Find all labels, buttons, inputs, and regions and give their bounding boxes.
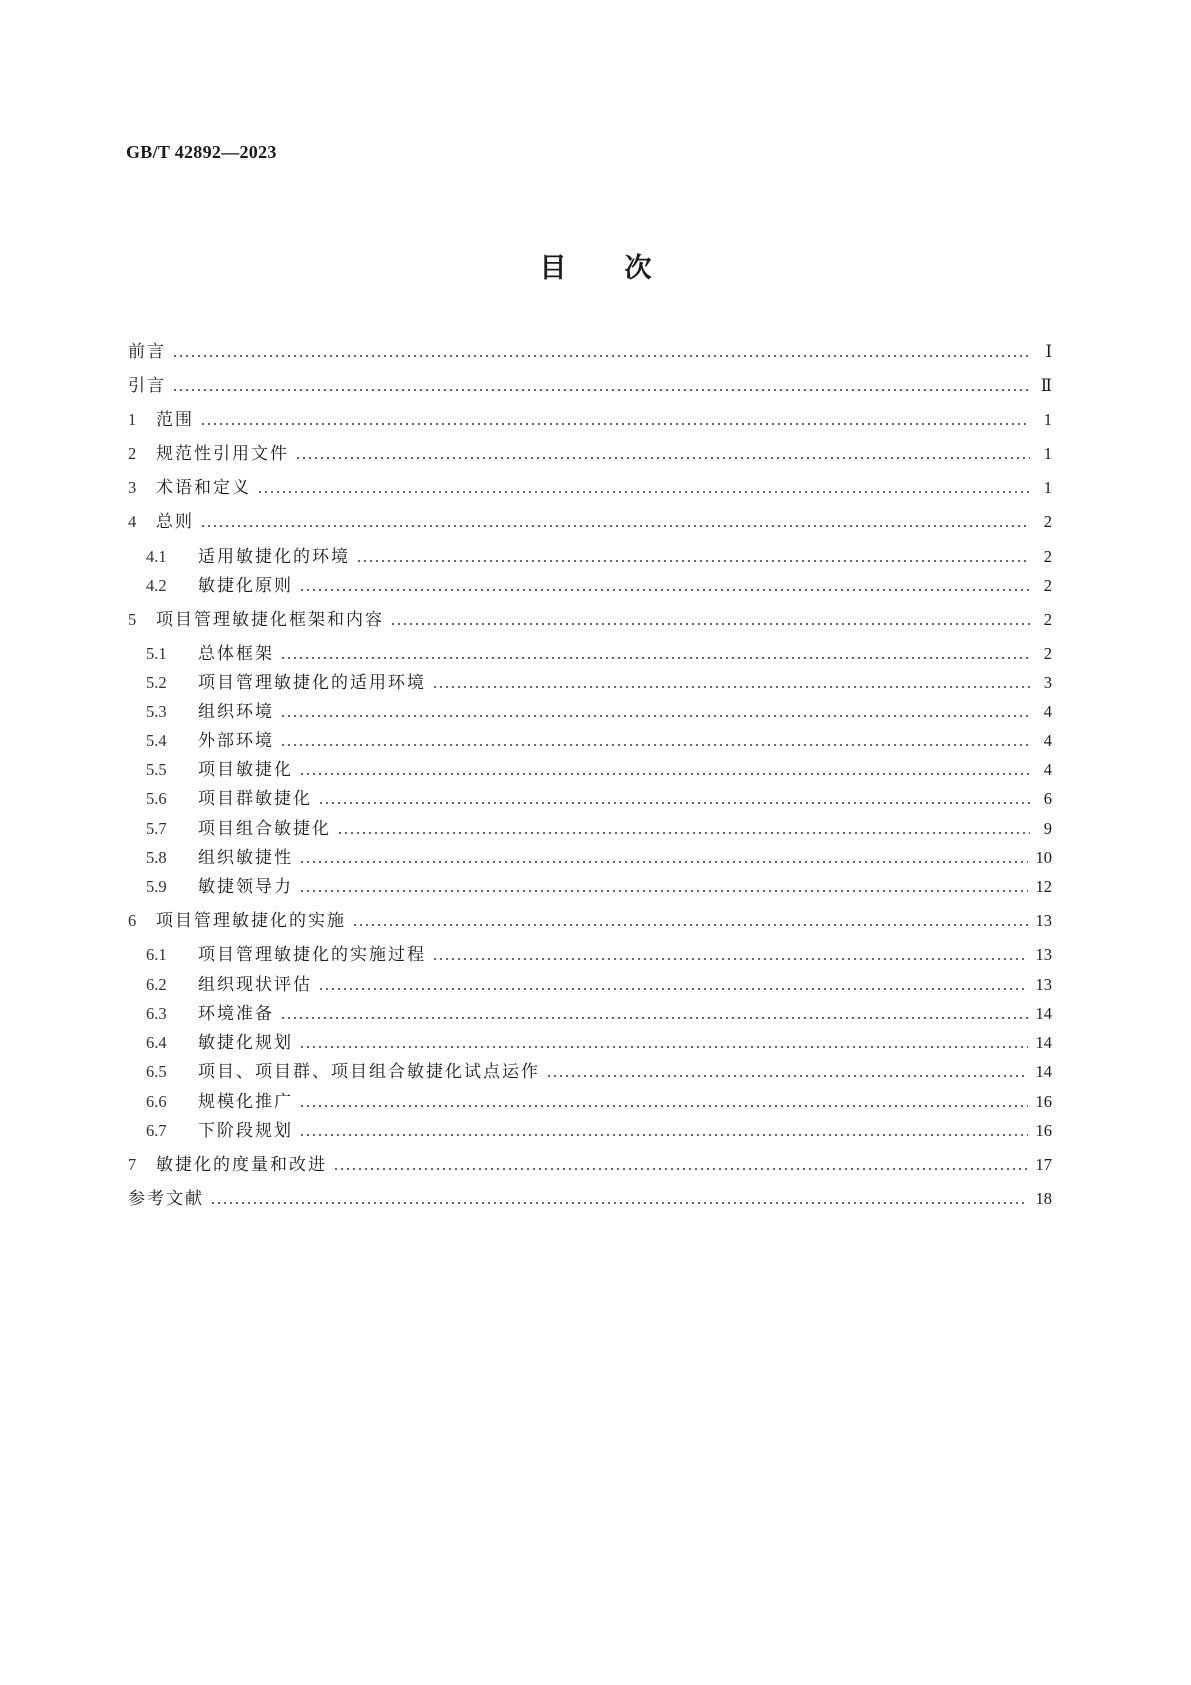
- toc-entry-label: 范围: [156, 410, 194, 430]
- toc-entry-number: 1: [128, 410, 137, 429]
- toc-entry-number: 3: [128, 478, 137, 497]
- toc-entry-page: 17: [1035, 1155, 1052, 1174]
- toc-entry[interactable]: [128, 510, 1052, 534]
- toc-entry-page: 2: [1043, 512, 1052, 531]
- toc-entry-number: 6.5: [146, 1062, 167, 1081]
- toc-entry-number: 6.1: [146, 945, 167, 964]
- toc-entry-number: 2: [128, 444, 137, 463]
- toc-entry-label: 项目群敏捷化: [198, 789, 312, 809]
- toc-entry-page: 18: [1035, 1189, 1052, 1208]
- toc-entry[interactable]: [146, 758, 1052, 782]
- toc-entry[interactable]: [146, 1031, 1052, 1055]
- toc-entry-label: 组织现状评估: [198, 975, 312, 995]
- toc-entry-page: 4: [1043, 760, 1052, 779]
- toc-entry[interactable]: [128, 1187, 1052, 1211]
- toc-entry[interactable]: [128, 1153, 1052, 1177]
- toc-entry[interactable]: [146, 671, 1052, 695]
- toc-entry-page: Ⅰ: [1045, 342, 1052, 361]
- toc-entry-label: 敏捷化原则: [198, 576, 293, 596]
- toc-entry[interactable]: [146, 1060, 1052, 1084]
- toc-entry-label: 总体框架: [198, 644, 274, 664]
- toc-entry-number: 7: [128, 1155, 137, 1174]
- dot-leader: [318, 802, 1030, 804]
- toc-entry[interactable]: [146, 574, 1052, 598]
- dot-leader: [432, 958, 1028, 960]
- toc-entry[interactable]: [146, 787, 1052, 811]
- toc-entry[interactable]: [146, 642, 1052, 666]
- toc-entry[interactable]: [146, 846, 1052, 870]
- toc-entry-label: 引言: [128, 376, 166, 396]
- toc-entry-label: 项目管理敏捷化的适用环境: [198, 673, 426, 693]
- dot-leader: [280, 715, 1030, 717]
- toc-entry-number: 6.7: [146, 1121, 167, 1140]
- toc-entry-number: 5.6: [146, 789, 167, 808]
- toc-entry-label: 参考文献: [128, 1189, 204, 1209]
- toc-entry[interactable]: [146, 943, 1052, 967]
- toc-entry-page: 2: [1043, 576, 1052, 595]
- toc-entry-label: 环境准备: [198, 1004, 274, 1024]
- toc-entry-number: 6.4: [146, 1033, 167, 1052]
- toc-entry-number: 4.2: [146, 576, 167, 595]
- dot-leader: [432, 686, 1030, 688]
- toc-entry[interactable]: [146, 973, 1052, 997]
- dot-leader: [295, 457, 1030, 459]
- toc-entry[interactable]: [128, 442, 1052, 466]
- toc-entry[interactable]: [146, 817, 1052, 841]
- dot-leader: [299, 861, 1028, 863]
- toc-entry-number: 5: [128, 610, 137, 629]
- toc-entry[interactable]: [146, 875, 1052, 899]
- toc-entry-label: 项目管理敏捷化的实施: [156, 911, 346, 931]
- toc-entry-page: 14: [1035, 1062, 1052, 1081]
- toc-entry-label: 敏捷化规划: [198, 1033, 293, 1053]
- toc-entry-label: 项目、项目群、项目组合敏捷化试点运作: [198, 1062, 540, 1082]
- dot-leader: [299, 589, 1030, 591]
- dot-leader: [299, 890, 1028, 892]
- toc-entry[interactable]: [128, 374, 1052, 398]
- toc-entry[interactable]: [128, 608, 1052, 632]
- standard-number: GB/T 42892—2023: [126, 142, 277, 162]
- toc-entry[interactable]: [128, 340, 1052, 364]
- toc-entry-page: 16: [1035, 1092, 1052, 1111]
- toc-entry-page: 13: [1035, 911, 1052, 930]
- toc-entry-page: 2: [1043, 644, 1052, 663]
- toc-entry-label: 前言: [128, 342, 166, 362]
- dot-leader: [318, 988, 1028, 990]
- toc-entry[interactable]: [128, 909, 1052, 933]
- toc-entry-label: 术语和定义: [156, 478, 251, 498]
- toc-entry-label: 项目组合敏捷化: [198, 819, 331, 839]
- dot-leader: [333, 1168, 1028, 1170]
- toc-entry[interactable]: [128, 476, 1052, 500]
- toc-entry-page: 3: [1043, 673, 1052, 692]
- dot-leader: [337, 832, 1030, 834]
- toc-entry[interactable]: [146, 545, 1052, 569]
- dot-leader: [299, 773, 1030, 775]
- toc-entry[interactable]: [146, 700, 1052, 724]
- toc-entry-label: 适用敏捷化的环境: [198, 547, 350, 567]
- dot-leader: [172, 389, 1030, 391]
- toc-entry-page: 16: [1035, 1121, 1052, 1140]
- toc-entry-page: 1: [1043, 478, 1052, 497]
- toc-entry-page: 9: [1043, 819, 1052, 838]
- toc-entry-label: 总则: [156, 512, 194, 532]
- toc-entry-page: 12: [1035, 877, 1052, 896]
- dot-leader: [299, 1134, 1028, 1136]
- dot-leader: [299, 1046, 1028, 1048]
- toc-entry-label: 外部环境: [198, 731, 274, 751]
- toc-entry-number: 5.5: [146, 760, 167, 779]
- dot-leader: [280, 657, 1030, 659]
- toc-entry-label: 敏捷领导力: [198, 877, 293, 897]
- toc-entry-page: 1: [1043, 444, 1052, 463]
- toc-entry-page: 10: [1035, 848, 1052, 867]
- toc-entry-page: 2: [1043, 610, 1052, 629]
- toc-entry[interactable]: [128, 408, 1052, 432]
- dot-leader: [200, 423, 1030, 425]
- dot-leader: [280, 1017, 1028, 1019]
- toc-entry-number: 5.8: [146, 848, 167, 867]
- toc-entry[interactable]: [146, 1090, 1052, 1114]
- dot-leader: [210, 1202, 1028, 1204]
- dot-leader: [257, 491, 1030, 493]
- page-title: 目次: [539, 253, 710, 284]
- toc-entry-label: 敏捷化的度量和改进: [156, 1155, 327, 1175]
- toc-entry-label: 组织环境: [198, 702, 274, 722]
- dot-leader: [352, 924, 1028, 926]
- toc-entry-number: 5.3: [146, 702, 167, 721]
- dot-leader: [172, 355, 1030, 357]
- dot-leader: [390, 623, 1030, 625]
- toc-entry-number: 4.1: [146, 547, 167, 566]
- toc-entry[interactable]: [146, 729, 1052, 753]
- toc-entry-page: 14: [1035, 1033, 1052, 1052]
- toc-entry-page: 13: [1035, 975, 1052, 994]
- toc-entry-page: 4: [1043, 702, 1052, 721]
- toc-entry-page: 13: [1035, 945, 1052, 964]
- dot-leader: [200, 525, 1030, 527]
- toc-entry-number: 6.3: [146, 1004, 167, 1023]
- toc-entry-number: 6.2: [146, 975, 167, 994]
- toc-entry-number: 5.2: [146, 673, 167, 692]
- toc-entry-number: 4: [128, 512, 137, 531]
- toc-entry[interactable]: [146, 1119, 1052, 1143]
- toc-entry-page: 4: [1043, 731, 1052, 750]
- toc-entry-number: 5.7: [146, 819, 167, 838]
- toc-entry-label: 组织敏捷性: [198, 848, 293, 868]
- toc-entry-label: 规模化推广: [198, 1092, 293, 1112]
- toc-entry-page: 2: [1043, 547, 1052, 566]
- toc-entry-number: 6: [128, 911, 137, 930]
- dot-leader: [546, 1075, 1028, 1077]
- toc-entry[interactable]: [146, 1002, 1052, 1026]
- toc-entry-label: 下阶段规划: [198, 1121, 293, 1141]
- toc-entry-page: Ⅱ: [1040, 376, 1052, 395]
- toc-entry-label: 规范性引用文件: [156, 444, 289, 464]
- dot-leader: [356, 560, 1030, 562]
- dot-leader: [299, 1105, 1028, 1107]
- toc-entry-label: 项目管理敏捷化框架和内容: [156, 610, 384, 630]
- toc-entry-label: 项目敏捷化: [198, 760, 293, 780]
- toc-entry-page: 1: [1043, 410, 1052, 429]
- toc-entry-label: 项目管理敏捷化的实施过程: [198, 945, 426, 965]
- dot-leader: [280, 744, 1030, 746]
- toc-entry-number: 5.9: [146, 877, 167, 896]
- toc-entry-number: 5.1: [146, 644, 167, 663]
- toc-entry-number: 5.4: [146, 731, 167, 750]
- toc-entry-page: 6: [1043, 789, 1052, 808]
- toc-entry-page: 14: [1035, 1004, 1052, 1023]
- toc-entry-number: 6.6: [146, 1092, 167, 1111]
